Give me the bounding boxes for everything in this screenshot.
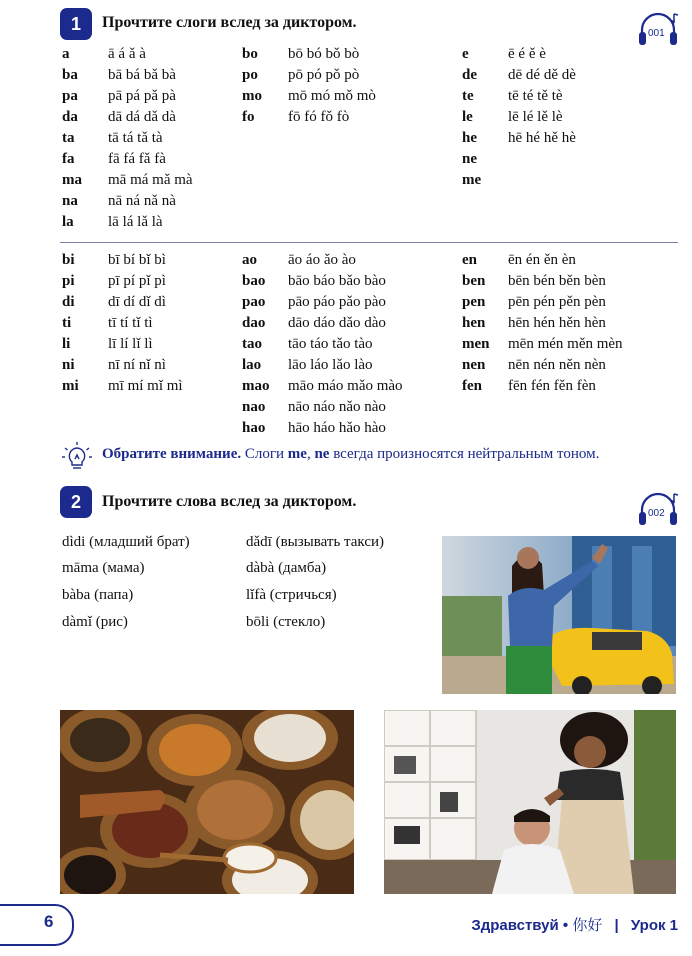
syllable: nao (242, 399, 266, 415)
syllable: pi (62, 273, 75, 289)
syllable-tones: nēn nén něn nèn (508, 357, 606, 373)
syllable: a (62, 46, 70, 62)
syllable-row (62, 355, 166, 376)
syllable-row (242, 376, 403, 397)
syllable: mo (242, 88, 262, 104)
syllable-tones: tē té tě tè (508, 88, 563, 104)
book-title: Здравствуй (471, 917, 559, 934)
syllable-row (62, 128, 163, 149)
syllable: men (462, 336, 490, 352)
syllable-row (242, 86, 376, 107)
syllable-row (462, 376, 596, 397)
syllable-tones: nā ná nǎ nà (108, 193, 176, 209)
syllable-row (242, 271, 386, 292)
syllable-row (462, 313, 606, 334)
syllable: ne (462, 151, 477, 167)
syllable-tones: dāo dáo dǎo dào (288, 315, 386, 331)
salon-photo (384, 710, 676, 894)
task-1-title: Прочтите слоги вслед за диктором. (102, 14, 357, 31)
syllable-tones: pēn pén pěn pèn (508, 294, 606, 310)
note-me: me (287, 446, 307, 462)
syllable: bao (242, 273, 266, 289)
syllable-row (62, 271, 166, 292)
syllable-row (242, 44, 360, 65)
syllable: la (62, 214, 74, 230)
syllable-row (462, 128, 576, 149)
syllable-row (242, 418, 386, 439)
audio-icon-002[interactable] (636, 490, 680, 530)
page-number: 6 (44, 912, 54, 931)
syllable-tones: tī tí tǐ tì (108, 315, 153, 331)
syllable-row (462, 271, 606, 292)
syllable-row (242, 397, 386, 418)
syllable-row (242, 355, 373, 376)
word-right-2: dàbà (дамба) (246, 560, 327, 576)
syllable-row (62, 86, 176, 107)
syllable-row (462, 170, 481, 191)
syllable: fen (462, 378, 482, 394)
syllable-row (62, 334, 153, 355)
syllable-tones: lē lé lě lè (508, 109, 563, 125)
syllable: ma (62, 172, 82, 188)
syllable: di (62, 294, 75, 310)
syllable-row (242, 313, 386, 334)
syllable-row (462, 44, 546, 65)
syllable-row (62, 376, 183, 397)
task-1-badge (60, 8, 92, 40)
syllable-tones: mī mí mǐ mì (108, 378, 183, 394)
syllable-tones: fō fó fǒ fò (288, 109, 350, 125)
syllable-row (462, 86, 563, 107)
rice-photo (60, 710, 354, 894)
syllable-tones: māo máo mǎo mào (288, 378, 403, 394)
syllable-row (62, 149, 166, 170)
syllable-tones: dī dí dǐ dì (108, 294, 166, 310)
syllable: e (462, 46, 469, 62)
syllable-tones: ēn én ěn èn (508, 252, 576, 268)
syllable: pa (62, 88, 78, 104)
syllable: bi (62, 252, 75, 268)
syllable-tones: nāo náo nǎo nào (288, 399, 386, 415)
word-left-3: bàba (папа) (62, 587, 134, 603)
syllable-tones: pō pó pǒ pò (288, 67, 360, 83)
syllable: bo (242, 46, 258, 62)
note-text-2: всегда произносятся нейтральным тоном. (329, 446, 600, 462)
syllable-tones: hāo háo hǎo hào (288, 420, 386, 436)
syllable: ni (62, 357, 75, 373)
word-left-4: dàmǐ (рис) (62, 614, 128, 630)
syllable: fo (242, 109, 255, 125)
footer-bullet: • (562, 917, 569, 934)
syllable-tones: hēn hén hěn hèn (508, 315, 606, 331)
syllable-row (62, 191, 176, 212)
footer-lesson-title (471, 914, 678, 935)
audio-icon-001[interactable] (636, 10, 680, 50)
syllable-row (242, 292, 386, 313)
audio-label-001: 001 (648, 28, 665, 39)
syllable: mao (242, 378, 270, 394)
syllable-tones: bēn bén běn bèn (508, 273, 606, 289)
syllable: ti (62, 315, 72, 331)
book-title-chinese: 你好 (572, 916, 603, 934)
syllable-tones: bī bí bǐ bì (108, 252, 166, 268)
syllable-tones: bō bó bǒ bò (288, 46, 360, 62)
lesson-label: Урок 1 (630, 917, 678, 934)
syllable-tones: lī lí lǐ lì (108, 336, 153, 352)
syllable-row (62, 44, 146, 65)
syllable: en (462, 252, 477, 268)
syllable: lao (242, 357, 262, 373)
word-right-3: lǐfà (стричься) (246, 587, 337, 603)
syllable: hao (242, 420, 266, 436)
syllable-row (462, 65, 576, 86)
syllable: dao (242, 315, 266, 331)
syllable-row (462, 149, 477, 170)
syllable-row (62, 292, 166, 313)
syllable-tones: lāo láo lǎo lào (288, 357, 373, 373)
syllable: te (462, 88, 474, 104)
syllable-tones: bāo báo bǎo bào (288, 273, 386, 289)
syllable-row (462, 250, 576, 271)
task-1-number: 1 (70, 13, 81, 34)
syllable: fa (62, 151, 75, 167)
footer-separator: | (614, 917, 619, 934)
syllable: tao (242, 336, 262, 352)
syllable-tones: hē hé hě hè (508, 130, 576, 146)
syllable-row (62, 313, 153, 334)
page-number-pill (0, 904, 74, 946)
syllable-row (62, 170, 193, 191)
syllable-tones: bā bá bǎ bà (108, 67, 176, 83)
syllable-tones: pāo páo pǎo pào (288, 294, 386, 310)
syllable: da (62, 109, 78, 125)
syllable: pen (462, 294, 486, 310)
syllable: nen (462, 357, 486, 373)
task-2-number: 2 (70, 491, 81, 512)
task-2-title: Прочтите слова вслед за диктором. (102, 493, 357, 510)
syllable: le (462, 109, 473, 125)
syllable: me (462, 172, 482, 188)
syllable-tones: pā pá pǎ pà (108, 88, 176, 104)
note-ne: ne (314, 446, 330, 462)
syllable-tones: tāo táo tǎo tào (288, 336, 373, 352)
note-lead: Обратите внимание. (102, 446, 242, 462)
syllable: li (62, 336, 71, 352)
syllable-row (62, 250, 166, 271)
syllable: pao (242, 294, 266, 310)
syllable-row (462, 107, 563, 128)
syllable-row (462, 292, 606, 313)
syllable: mi (62, 378, 79, 394)
syllable-row (242, 107, 350, 128)
syllable-tones: mō mó mǒ mò (288, 88, 376, 104)
syllable-tones: ē é ě è (508, 46, 546, 62)
syllable: ta (62, 130, 75, 146)
word-left-2: māma (мама) (62, 560, 145, 576)
syllable-tones: dā dá dǎ dà (108, 109, 176, 125)
syllable-row (242, 65, 360, 86)
syllable: ba (62, 67, 78, 83)
lightbulb-icon (60, 440, 94, 474)
syllable-tones: tā tá tǎ tà (108, 130, 163, 146)
syllable: ben (462, 273, 486, 289)
note-comma: , (306, 446, 315, 462)
audio-label-002: 002 (648, 508, 665, 519)
word-right-1: dǎdī (вызывать такси) (246, 534, 385, 550)
syllable-row (462, 334, 623, 355)
syllable-tones: nī ní nǐ nì (108, 357, 166, 373)
syllable-row (62, 65, 176, 86)
syllable-tones: lā lá lǎ là (108, 214, 163, 230)
syllable: na (62, 193, 78, 209)
syllable: ao (242, 252, 257, 268)
syllable-tones: āo áo ǎo ào (288, 252, 356, 268)
syllable-tones: dē dé dě dè (508, 67, 576, 83)
word-right-4: bōli (стекло) (246, 614, 326, 630)
syllable: po (242, 67, 258, 83)
syllable-tones: mēn mén měn mèn (508, 336, 623, 352)
syllable-row (62, 212, 163, 233)
syllable: hen (462, 315, 486, 331)
note-text-1: Слоги (241, 446, 288, 462)
taxi-photo (442, 536, 676, 694)
section-divider (60, 242, 678, 243)
syllable: he (462, 130, 477, 146)
syllable-row (62, 107, 176, 128)
word-left-1: dìdi (младший брат) (62, 534, 190, 550)
syllable-tones: mā má mǎ mà (108, 172, 193, 188)
syllable-tones: fā fá fǎ fà (108, 151, 166, 167)
syllable-tones: fēn fén fěn fèn (508, 378, 596, 394)
note-text (102, 446, 599, 463)
syllable-row (242, 334, 373, 355)
syllable-tones: ā á ǎ à (108, 46, 146, 62)
syllable-row (242, 250, 356, 271)
syllable: de (462, 67, 477, 83)
syllable-tones: pī pí pǐ pì (108, 273, 166, 289)
task-2-badge (60, 486, 92, 518)
syllable-row (462, 355, 606, 376)
